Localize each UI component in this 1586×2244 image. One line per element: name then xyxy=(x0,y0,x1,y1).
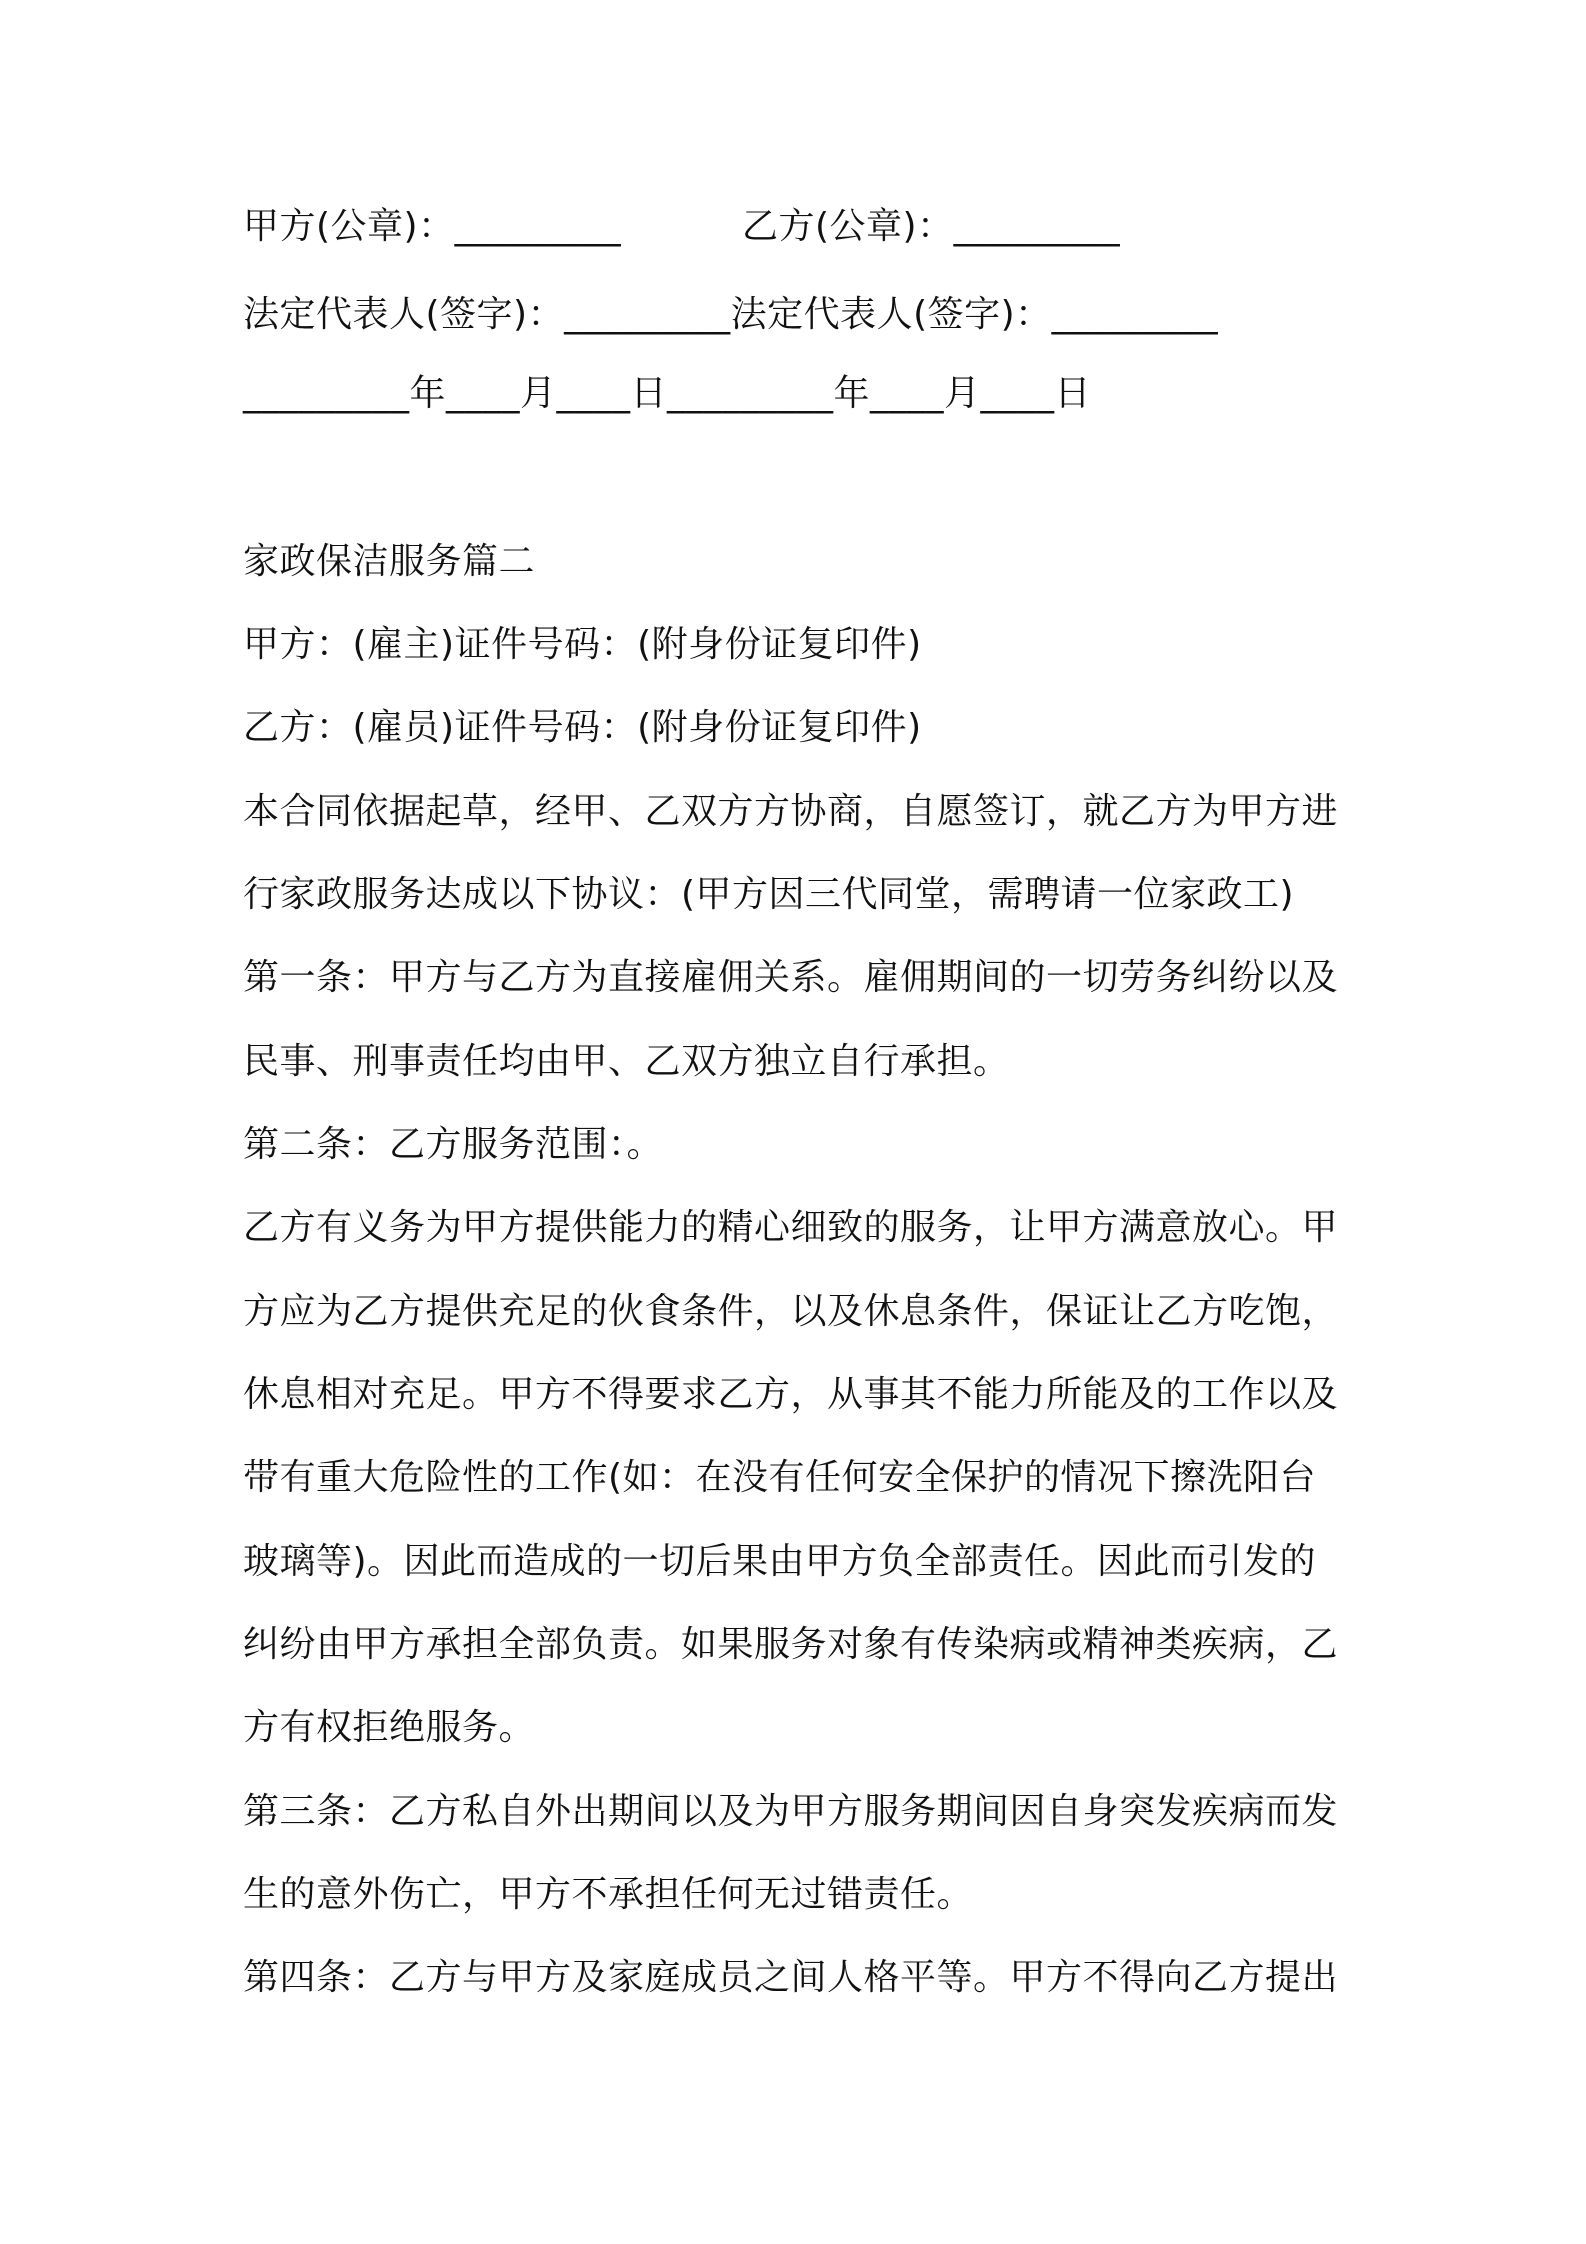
signature-dates-line: _________年____月____日_________年____月____日 xyxy=(243,373,1091,414)
party-b-line: 乙方：(雇员)证件号码：(附身份证复印件) xyxy=(243,707,922,748)
article3-line-1: 第三条：乙方私自外出期间以及为甲方服务期间因自身突发疾病而发 xyxy=(243,1791,1339,1832)
intro-line-2: 行家政服务达成以下协议：(甲方因三代同堂，需聘请一位家政工) xyxy=(243,874,1295,915)
article1-line-2: 民事、刑事责任均由甲、乙双方独立自行承担。 xyxy=(243,1041,1010,1082)
section-title: 家政保洁服务篇二 xyxy=(243,541,536,582)
article3-line-2: 生的意外伤亡，甲方不承担任何无过错责任。 xyxy=(243,1874,974,1915)
article2-title: 第二条：乙方服务范围：。 xyxy=(243,1124,664,1165)
article2-line-2: 方应为乙方提供充足的伙食条件，以及休息条件，保证让乙方吃饱， xyxy=(243,1291,1339,1332)
article4-line-1: 第四条：乙方与甲方及家庭成员之间人格平等。甲方不得向乙方提出 xyxy=(243,1957,1339,1998)
article2-line-7: 方有权拒绝服务。 xyxy=(243,1707,536,1748)
party-a-seal-label: 甲方(公章)：_________ xyxy=(243,206,622,247)
article1-line-1: 第一条：甲方与乙方为直接雇佣关系。雇佣期间的一切劳务纠纷以及 xyxy=(243,957,1339,998)
article2-line-5: 玻璃等)。因此而造成的一切后果由甲方负全部责任。因此而引发的 xyxy=(243,1541,1317,1582)
party-a-line: 甲方：(雇主)证件号码：(附身份证复印件) xyxy=(243,624,922,665)
article2-line-4: 带有重大危险性的工作(如：在没有任何安全保护的情况下擦洗阳台 xyxy=(243,1457,1317,1498)
intro-line-1: 本合同依据起草，经甲、乙双方方协商，自愿签订，就乙方为甲方进 xyxy=(243,791,1339,832)
article2-line-1: 乙方有义务为甲方提供能力的精心细致的服务，让甲方满意放心。甲 xyxy=(243,1207,1339,1248)
document-page xyxy=(243,0,1363,2244)
article2-line-3: 休息相对充足。甲方不得要求乙方，从事其不能力所能及的工作以及 xyxy=(243,1374,1339,1415)
signature-seal-row xyxy=(243,205,1121,249)
party-b-seal-label: 乙方(公章)：_________ xyxy=(742,206,1121,247)
legal-representatives-line: 法定代表人(签字)：_________法定代表人(签字)：_________ xyxy=(243,294,1219,335)
article2-line-6: 纠纷由甲方承担全部负责。如果服务对象有传染病或精神类疾病，乙 xyxy=(243,1624,1339,1665)
